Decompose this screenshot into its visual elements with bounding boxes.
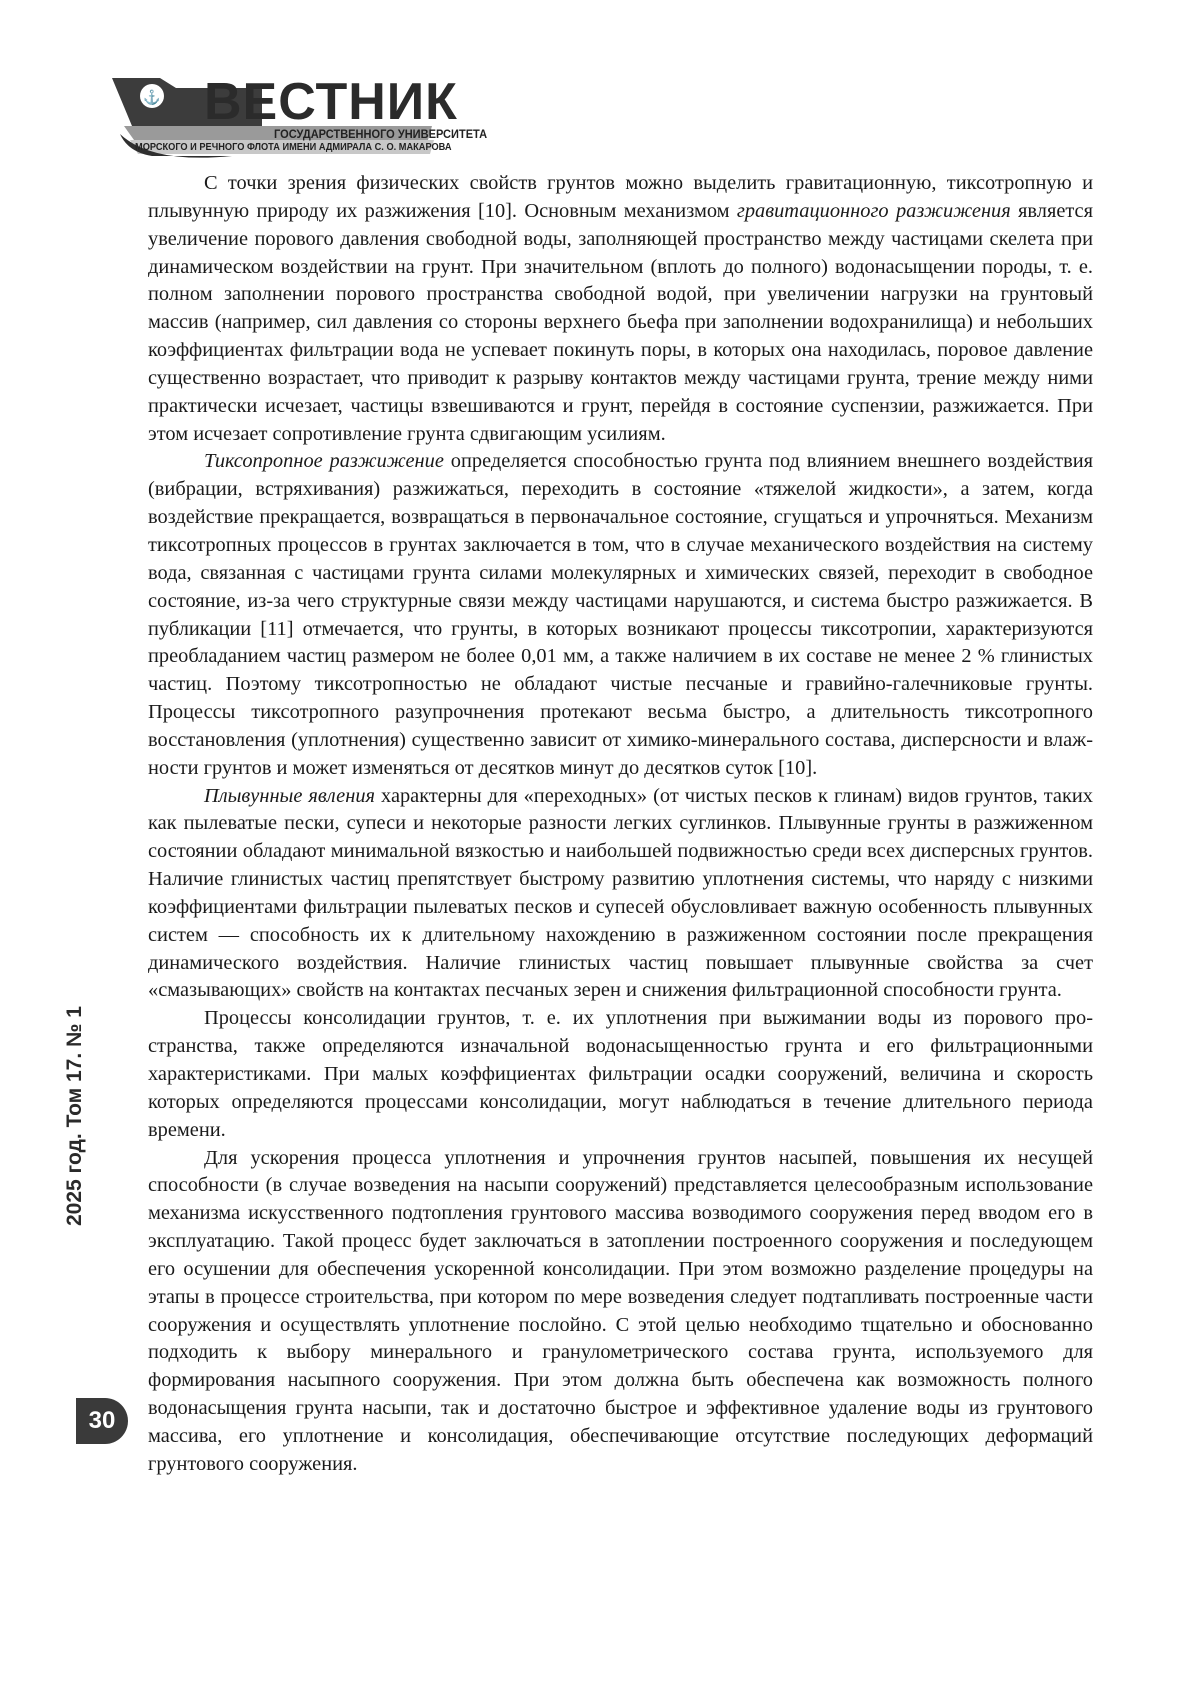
logo-title: ВЕСТНИК (204, 73, 458, 131)
paragraph (148, 448, 1093, 782)
paragraph (148, 783, 1093, 1006)
journal-logo (112, 73, 488, 160)
paragraph (148, 170, 1093, 448)
paragraph (148, 1145, 1093, 1479)
italic-term: Тиксопропное разжижение (204, 450, 444, 473)
logo-subtitle-university: ГОСУДАРСТВЕННОГО УНИВЕРСИТЕТА (274, 127, 488, 141)
paragraph-text: определяется способностью грунта под влиянием внешнего воздействия (вибрации, встряхивания) разжижаться, переходить в состояние «тяжелой жидкости», а затем, когда воздействие прекращается, возвращаться в первоначальное состояние, сгущаться и упрочняться. Механизм тиксотропных процессов в грунтах заключается в том, что в случае механического воздействия на систему вода, связанная с частицами грунта силами молекулярных и химических связей, переходит в свободное состояние, из-за чего структурные связи между частицами нарушаются, и система быстро разжижается. В публикации [11] отмечается, что грунты, в которых возникают процессы тиксотропии, характеризуются преобладанием частиц размером не более 0,01 мм, а также наличием в их составе не менее 2 % глинистых частиц. Поэтому тиксотропностью не обладают чистые песчаные и гравийно-галечниковые грунты. Процессы тиксотропного разупрочнения протекают весьма быстро, а длительность тиксотропного восстановления (уплотнения) существенно зависит от химико-минерального состава, дисперсности и влажности грунтов и может изменяться от десятков минут до десятков суток [10]. (148, 450, 1094, 779)
logo-subtitle-fleet: МОРСКОГО И РЕЧНОГО ФЛОТА ИМЕНИ АДМИРАЛА С. О. МАКАРОВА (135, 141, 452, 153)
article-body (148, 170, 1093, 1479)
paragraph-text: является увеличение порового давления свободной воды, заполняющей пространство между частицами скелета при динамическом воздействии на грунт. При значительном (вплоть до полного) водонасыщении породы, т. е. полном заполнении порового пространства свободной водой, при увеличении нагрузки на грунтовый массив (например, сил давления со стороны верхнего бьефа при заполнении водохранилища) и небольших коэффициентах фильтрации вода не успевает покинуть поры, в которых она находилась, поровое давление существенно возрастает, что приводит к разрыву контактов между частицами грунта, трение между ними практически исчезает, частицы взвешиваются и грунт, перейдя в состояние суспензии, разжижается. При этом исчезает сопротивление грунта сдвигающим усилиям. (148, 199, 1093, 445)
paragraph-text: С точки зрения физических свойств грунтов можно выделить гравитационную, тиксотропную и плывунную природу их разжижения [10]. Основным механизмом (148, 172, 1093, 222)
paragraph-text: Для ускорения процесса уплотнения и упрочнения грунтов насыпей, повышения их несущей способности (в случае возведения на насыпи сооружений) представляется целесообразным использование механизма искусственного подтопления грунтового массива возводимого сооружения перед вводом его в эксплуатацию. Такой процесс будет заключаться в затоплении построенного сооружения и последующем его осушении для обеспечения ускоренной консолидации. При этом возможно разделение процедуры на этапы в процессе строительства, при котором по мере возведения следует подтапливать построенные части сооружения и осуществлять уплотнение послойно. С этой целью необходимо тщательно и обоснованно подходить к выбору минерального и гранулометрического состава грунта, используемого для формирования насыпного сооружения. При этом должна быть обеспечена как возможность полного водонасыщения грунта насыпи, так и достаточно быстрое и эффективное удаление воды из грунтового массива, его уплотнение и консолидация, обеспечивающие отсутствие последующих деформаций грунтового сооружения. (148, 1146, 1093, 1475)
italic-term: гравитационного разжижения (736, 199, 1011, 222)
issue-label: 2025 год. Том 17. № 1 (63, 1006, 86, 1226)
italic-term: Плывунные явления (204, 784, 375, 807)
paragraph-text: характерны для «переходных» (от чистых песков к глинам) видов грунтов, таких как пылеватые пески, супеси и некоторые разности легких суглинков. Плывунные грунты в разжиженном состоянии обладают минимальной вязкостью и наибольшей подвижностью среди всех дисперсных грунтов. Наличие глинистых частиц препятствует быстрому развитию уплотнения системы, что наряду с низкими коэффициентами фильтрации пылеватых песков и супесей обусловливает важную особенность плывунных систем — способность их к длительному нахождению в разжиженном состоянии после прекращения динамического воздействия. Наличие глинистых частиц повышает плывунные свойства за счет «смазывающих» свойств на контактах песчаных зерен и снижения фильтрационной способности грунта. (148, 784, 1093, 1002)
paragraph-text: Процессы консолидации грунтов, т. е. их уплотнения при выжимании воды из порового пространства, также определяются изначальной водонасыщенностью грунта и его фильтрационными характеристиками. При малых коэффициентах фильтрации осадки сооружений, величина и скорость которых определяются процессами консолидации, могут наблюдаться в течение длительного периода времени. (148, 1007, 1093, 1141)
paragraph (148, 1005, 1093, 1144)
page-number: 30 (76, 1398, 128, 1444)
svg-text:⚓: ⚓ (143, 89, 161, 105)
